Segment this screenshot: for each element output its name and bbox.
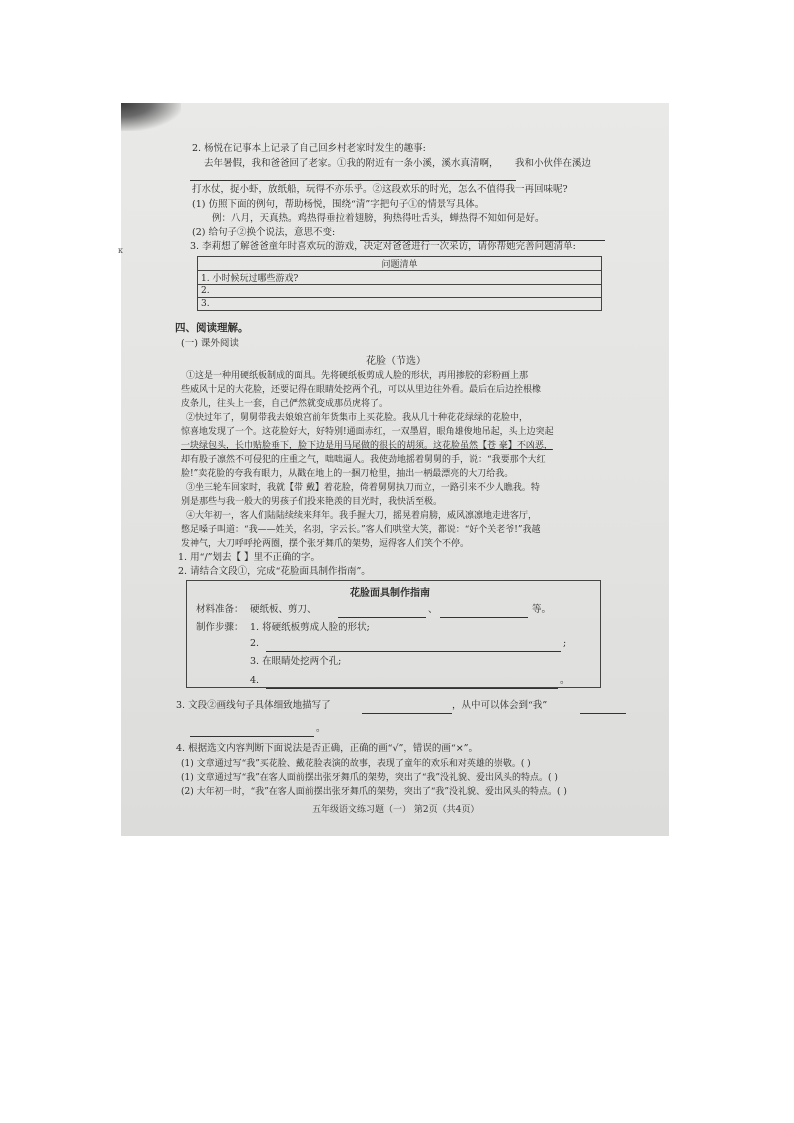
margin-mark: κ <box>118 246 123 255</box>
p2-line: 惊喜地发现了一个。这花脸好大，好特别!通面赤红，一双墨眉，眼角雄俊地吊起，头上边突起 <box>181 427 554 437</box>
p2-line: 却有股子凛然不可侵犯的庄重之气，咄咄逼人。我使劲地摇着舅舅的手，说：“我要那个大红 <box>181 455 546 465</box>
q2-sub2: (2) 给句子②换个说法，意思不变: <box>192 227 336 238</box>
q2-stem: 2. 杨悦在记事本上记录了自己回乡村老家时发生的趣事: <box>192 143 426 154</box>
step-4-blank[interactable] <box>266 679 558 689</box>
judge-item-1[interactable]: (1) 文章通过写“我”买花脸、戴花脸表演的故事，表现了童年的欢乐和对英雄的崇敬。( ) <box>181 759 531 769</box>
p3-line: 别是那些与我一般大的男孩子们投来艳羡的目光时，我快活至极。 <box>181 497 443 507</box>
step-4: 4. <box>250 675 260 686</box>
p2-line: 脸!”卖花脸的夸我有眼力，从戳在地上的一捆刀枪里，抽出一柄最漂亮的大刀给我。 <box>181 469 514 479</box>
materials-blank-1[interactable] <box>338 608 426 618</box>
page-footer: 五年级语文练习题（一） 第2页（共4页） <box>312 805 480 815</box>
materials-text: 硬纸板、剪刀、 <box>250 604 317 615</box>
passage-title: 花脸（节选） <box>366 356 426 367</box>
table-title: 问题清单 <box>198 257 602 271</box>
p1-line: ①这是一种用硬纸板制成的面具。先将硬纸板剪成人脸的形状，再用掺胶的彩粉画上那 <box>186 371 529 381</box>
guide-title: 花脸面具制作指南 <box>350 588 430 599</box>
q2-line2: 打水仗，捉小虾，放纸船，玩得不亦乐乎。②这段欢乐的时光，怎么不值得我一再回味呢? <box>192 184 568 195</box>
question-list-table <box>197 256 602 311</box>
p4-line: 憋足嗓子叫道：“我——姓关，名羽，字云长。”客人们哄堂大笑，都说：“好个关老爷!”我越 <box>181 525 541 535</box>
step-2-blank[interactable] <box>266 642 561 652</box>
q2-line1: 去年暑假，我和爸爸回了老家。①我的附近有一条小溪，溪水真清啊， <box>204 158 499 169</box>
rq3-blank-1[interactable] <box>362 704 452 714</box>
etc-text: 等。 <box>532 604 552 615</box>
p1-line: 些威风十足的大花脸，还要记得在眼睛处挖两个孔，可以从里边往外看。最后在后边拴根橡 <box>181 385 542 395</box>
rq1: 1. 用“/”划去【 】里不正确的字。 <box>178 552 321 563</box>
p2-line: ②快过年了，舅舅带我去娘娘宫前年货集市上买花脸。我从几十种花花绿绿的花脸中， <box>186 413 529 423</box>
q2-line1b: 我和小伙伴在溪边 <box>515 158 592 169</box>
rq4: 4. 根据选文内容判断下面说法是否正确，正确的画“√”，错误的画“×”。 <box>176 743 479 754</box>
q2-sub1: (1) 仿照下面的例句，帮助杨悦，围绕“清”字把句子①的情景写具体。 <box>192 199 485 210</box>
section-sub: (一) 课外阅读 <box>181 338 239 349</box>
section-title: 四、阅读理解。 <box>175 322 249 334</box>
p2-underlined-line: 一块绿包头，长巾贴脸垂下，脸下边是用马尾做的很长的胡须。这花脸虽然【苍 豪】不凶恶， <box>181 441 553 451</box>
table-row[interactable]: 2. <box>198 285 602 298</box>
rq3-a: 3. 文段②画线句子具体细致地描写了 <box>176 700 331 711</box>
p3-line: ③坐三轮车回家时，我就【带 戴】着花脸，倚着舅舅执刀而立，一路引来不少人瞧我。特 <box>186 483 540 493</box>
q2-sub2-blank[interactable] <box>360 231 605 241</box>
step-2: 2. <box>250 638 260 649</box>
rq3-blank-2[interactable] <box>580 704 626 714</box>
judge-item-3[interactable]: (2) 大年初一时，“我”在客人面前摆出张牙舞爪的架势，突出了“我”没礼貌、爱出风头的特点。( ) <box>181 787 567 797</box>
q2-example: 例：八月，天真热。鸡热得垂拉着翅膀，狗热得吐舌头，蝉热得不知如何是好。 <box>212 213 545 224</box>
table-row[interactable]: 1. 小时候玩过哪些游戏? <box>198 271 602 285</box>
step-1: 1. 将硬纸板剪成人脸的形状; <box>250 622 370 633</box>
rq3-b: ，从中可以体会到“我” <box>452 700 548 711</box>
judge-item-2[interactable]: (1) 文章通过写“我”在客人面前摆出张牙舞爪的架势，突出了“我”没礼貌、爱出风头的特点。( ) <box>181 773 558 783</box>
rq2: 2. 请结合文段①，完成“花脸面具制作指南”。 <box>178 566 371 577</box>
steps-label: 制作步骤： <box>196 622 244 633</box>
q3-stem: 3. 李莉想了解爸爸童年时喜欢玩的游戏，决定对爸爸进行一次采访，请你帮她完善问题清单: <box>190 241 576 252</box>
materials-label: 材料准备： <box>196 604 244 615</box>
table-row[interactable]: 3. <box>198 298 602 311</box>
p4-line: ④大年初一，客人们陆陆续续来拜年。我手握大刀，摇晃着肩膀，威风凛凛地走进客厅， <box>186 511 538 521</box>
p1-line: 皮条儿，往头上一套，自己俨然就变成那员虎将了。 <box>181 399 389 409</box>
materials-blank-2[interactable] <box>440 608 528 618</box>
p4-line: 发神气，大刀呼呼抡两圈，摆个张牙舞爪的架势，逗得客人们笑个不停。 <box>181 539 470 549</box>
step-3: 3. 在眼睛处挖两个孔; <box>250 656 342 667</box>
rq3-blank-3[interactable] <box>190 727 314 737</box>
q2-blank-line[interactable] <box>190 171 516 181</box>
